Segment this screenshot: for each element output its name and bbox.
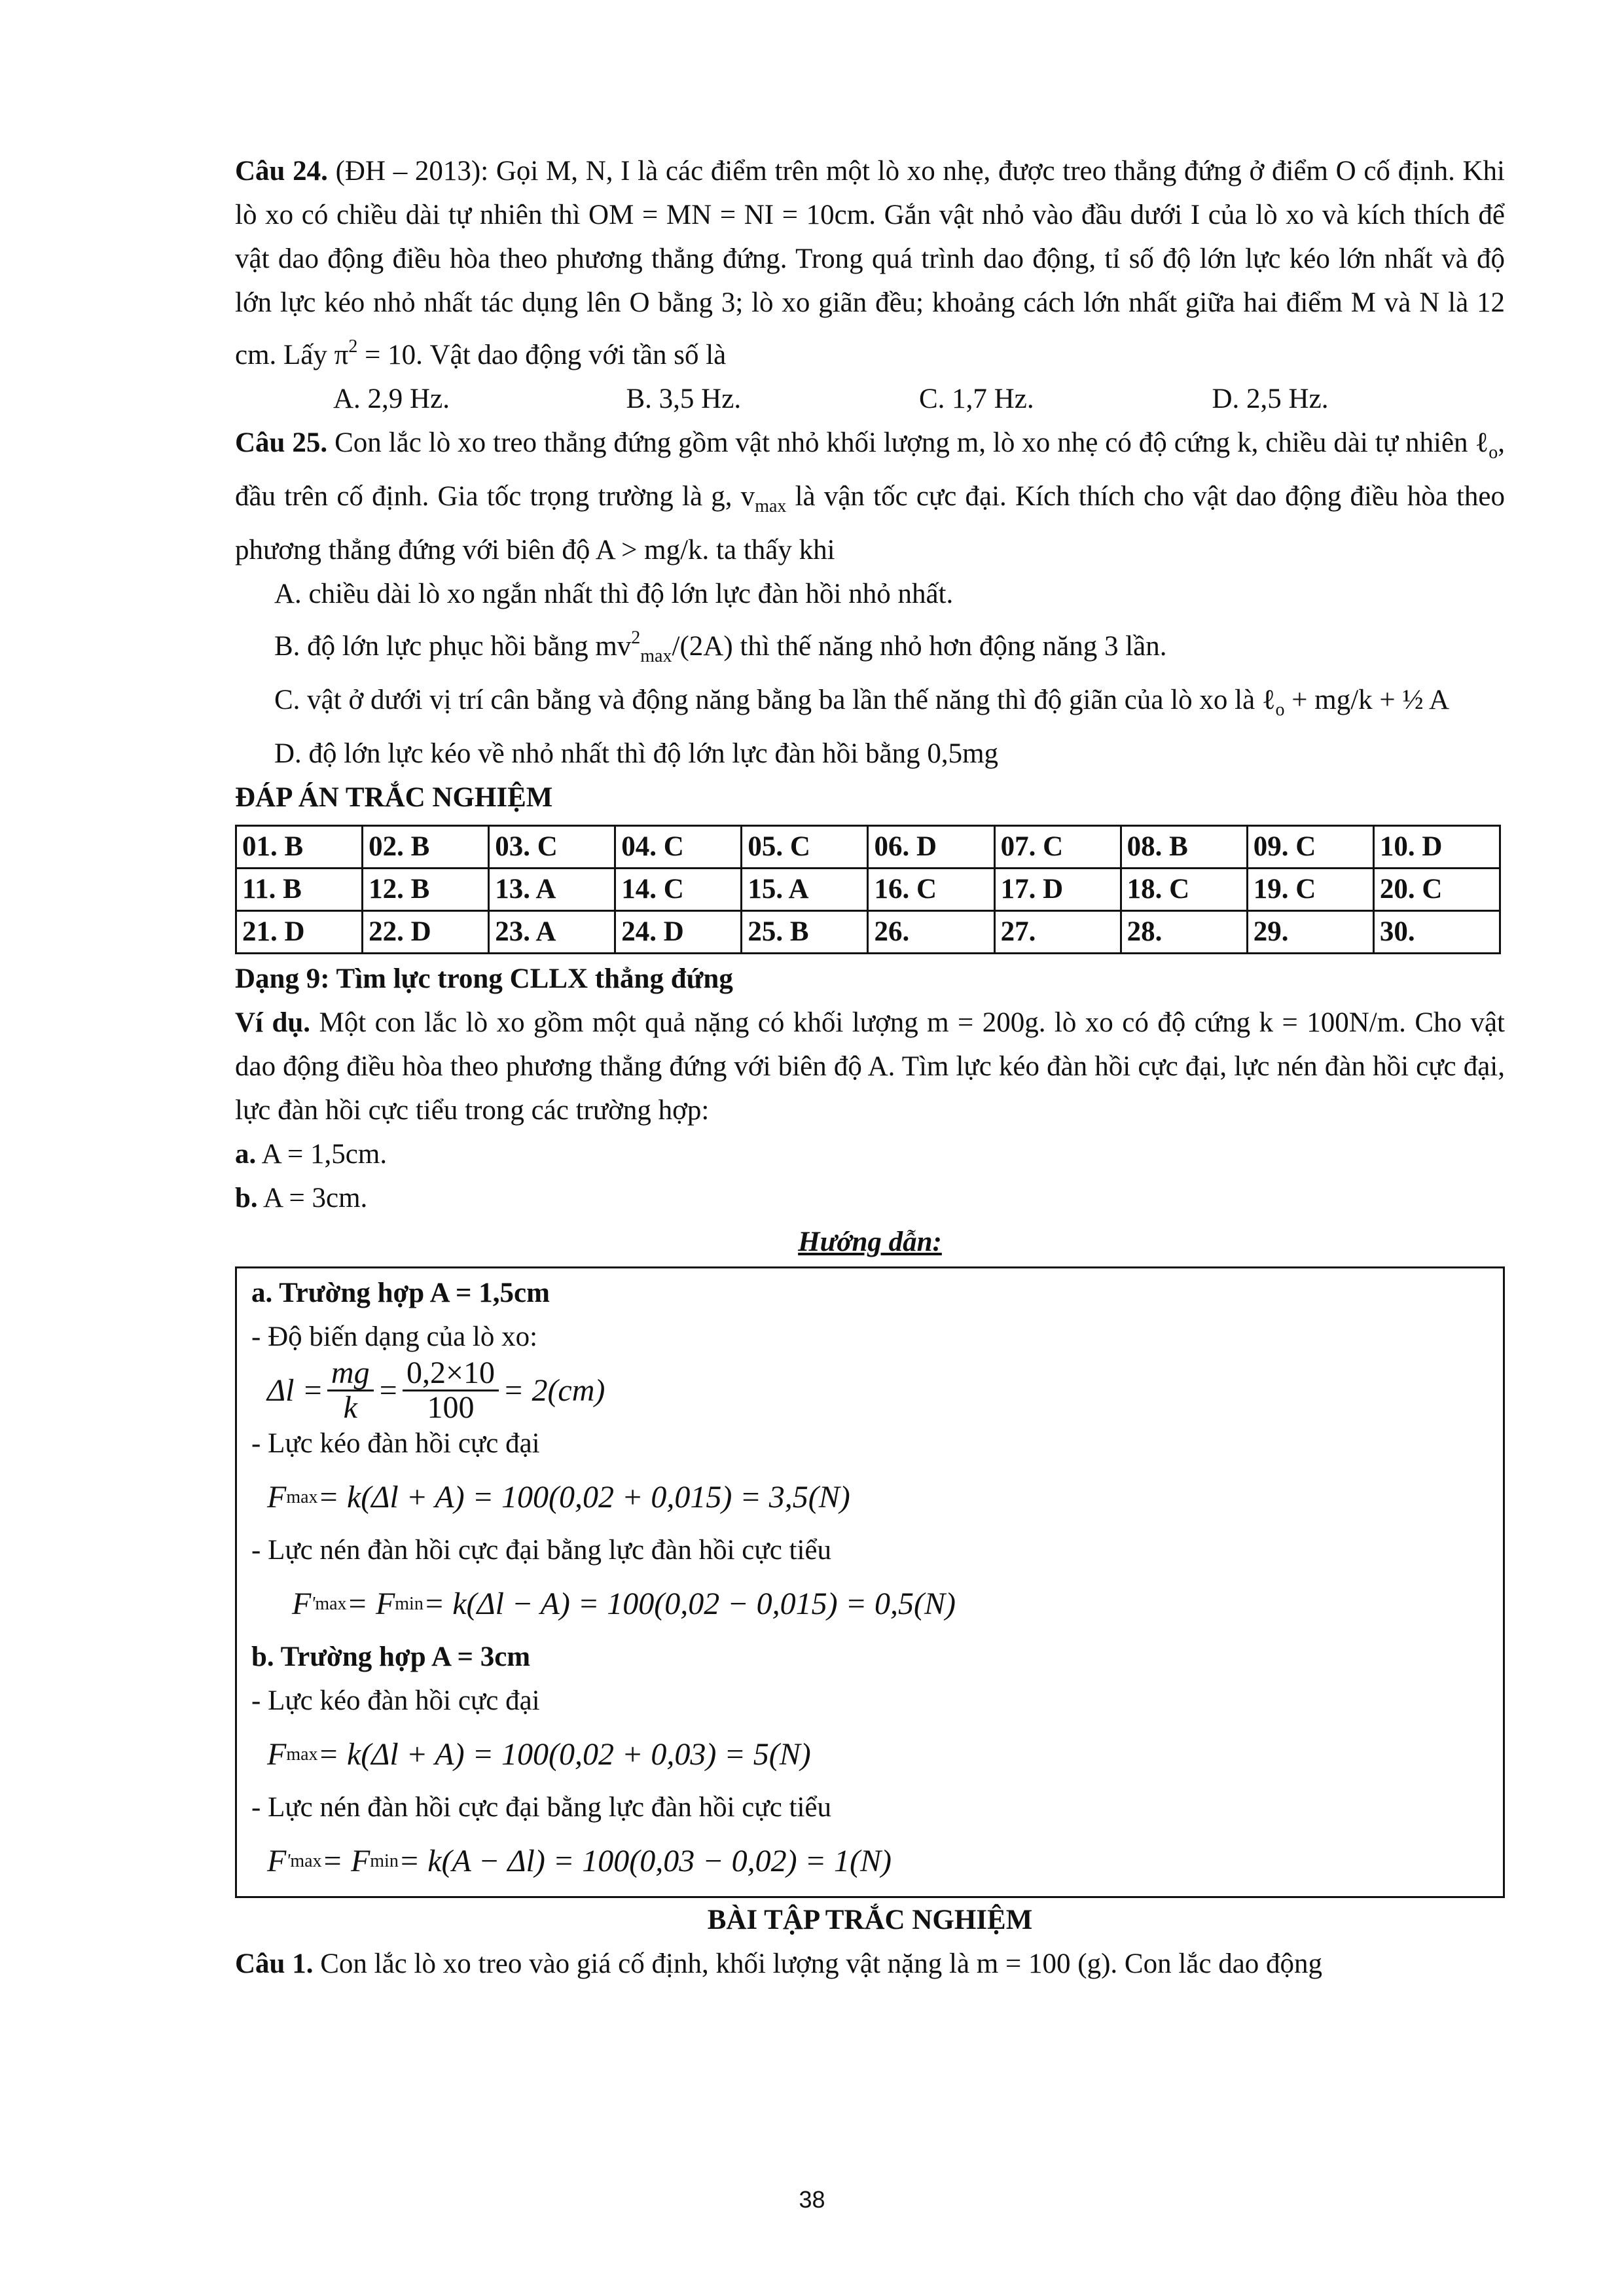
eq-part: F xyxy=(267,1736,287,1772)
solution-line: - Lực kéo đàn hồi cực đại xyxy=(251,1685,540,1716)
table-cell: 18. C xyxy=(1121,869,1247,911)
subscript: max xyxy=(286,1486,318,1507)
equation-fmin xyxy=(251,1572,1503,1635)
question-text: , đầu trên cố định. Gia tốc trọng trường là g, v xyxy=(235,427,1506,512)
option-d: D. độ lớn lực kéo về nhỏ nhất thì độ lớn lực đàn hồi bằng 0,5mg xyxy=(274,738,999,769)
exercises-title: BÀI TẬP TRẮC NGHIỆM xyxy=(707,1905,1033,1935)
table-cell: 09. C xyxy=(1247,826,1373,869)
denominator: 100 xyxy=(427,1390,475,1425)
subscript: o xyxy=(1489,442,1498,463)
table-cell: 16. C xyxy=(868,869,994,911)
example-label: Ví dụ. xyxy=(235,1007,311,1038)
subscript: max xyxy=(286,1744,318,1765)
table-cell: 04. C xyxy=(615,826,742,869)
equation-fmax-b xyxy=(251,1723,1503,1785)
option-text: + mg/k + ½ A xyxy=(1284,685,1450,715)
eq-part: = k(Δl + A) = 100(0,02 + 0,03) = 5(N) xyxy=(317,1736,811,1772)
table-row xyxy=(236,911,1500,954)
eq-part: Δl = xyxy=(267,1372,323,1408)
table-cell: 03. C xyxy=(489,826,615,869)
table-cell: 21. D xyxy=(236,911,363,954)
table-row xyxy=(236,869,1500,911)
table-cell: 22. D xyxy=(363,911,489,954)
subscript: o xyxy=(1275,700,1285,720)
answer-key-title: ĐÁP ÁN TRẮC NGHIỆM xyxy=(235,782,553,813)
exercise-question-1 xyxy=(235,1942,1505,1986)
question-label: Câu 24. xyxy=(235,156,328,187)
question-24 xyxy=(235,149,1505,377)
eq-part: = k(A − Δl) = 100(0,03 − 0,02) = 1(N) xyxy=(398,1843,892,1878)
table-cell: 14. C xyxy=(615,869,742,911)
solution-line: - Lực kéo đàn hồi cực đại xyxy=(251,1428,540,1459)
case-b xyxy=(235,1176,1505,1220)
answer-key-table xyxy=(235,825,1501,954)
eq-part: F xyxy=(267,1843,287,1878)
choice-c: C. 1,7 Hz. xyxy=(919,384,1034,414)
eq-part: F xyxy=(267,1479,287,1515)
question-text: (ĐH – 2013): Gọi M, N, I là các điểm trên một lò xo nhẹ, được treo thẳng đứng ở điểm O cố định. Khi lò xo có chiều dài tự nhiên thì OM = MN = NI = 10cm. Gắn vật nhỏ vào đầu dưới I của lò xo và kích thích để vật dao động điều hòa theo phương thẳng đứng. Trong quá trình dao động, tỉ số độ lớn lực kéo lớn nhất và độ lớn lực kéo nhỏ nhất tác dụng lên O bằng 3; lò xo giãn đều; khoảng cách lớn nhất giữa hai điểm M và N là 12 cm. Lấy π xyxy=(235,156,1505,370)
answer-choices xyxy=(235,377,1505,421)
eq-part: = F xyxy=(346,1586,395,1621)
case-b-title: b. Trường hợp A = 3cm xyxy=(251,1641,531,1672)
table-cell: 02. B xyxy=(363,826,489,869)
solution-line: - Độ biến dạng của lò xo: xyxy=(251,1321,538,1352)
table-row xyxy=(236,826,1500,869)
solution-line: - Lực nén đàn hồi cực đại bằng lực đàn hồi cực tiểu xyxy=(251,1792,832,1823)
table-cell: 25. B xyxy=(742,911,868,954)
case-text: A = 1,5cm. xyxy=(256,1139,388,1170)
table-cell: 30. xyxy=(1373,911,1500,954)
prime: ' xyxy=(311,1593,316,1614)
numerator: mg xyxy=(327,1357,374,1391)
choice-d: D. 2,5 Hz. xyxy=(1212,384,1329,414)
solution-line: - Lực nén đàn hồi cực đại bằng lực đàn hồi cực tiểu xyxy=(251,1535,832,1566)
table-cell: 17. D xyxy=(994,869,1121,911)
question-label: Câu 25. xyxy=(235,427,328,458)
subscript: min xyxy=(395,1593,424,1614)
subscript: max xyxy=(315,1593,347,1614)
superscript: 2 xyxy=(631,628,641,648)
table-cell: 26. xyxy=(868,911,994,954)
subscript: max xyxy=(755,496,787,516)
example xyxy=(235,1001,1505,1132)
table-cell: 13. A xyxy=(489,869,615,911)
table-cell: 05. C xyxy=(742,826,868,869)
case-a xyxy=(235,1132,1505,1176)
case-label: b. xyxy=(235,1183,258,1213)
table-cell: 07. C xyxy=(994,826,1121,869)
question-text: là vận tốc cực đại. Kích thích cho vật dao động điều hòa theo phương thẳng đứng với biên độ A > mg/k. ta thấy khi xyxy=(235,481,1506,565)
denominator: k xyxy=(343,1390,357,1425)
superscript: 2 xyxy=(348,336,358,357)
choice-a: A. 2,9 Hz. xyxy=(333,384,450,414)
eq-part: = F xyxy=(321,1843,370,1878)
example-text: Một con lắc lò xo gồm một quả nặng có khối lượng m = 200g. lò xo có độ cứng k = 100N/m. Cho vật dao động điều hòa theo phương thẳng đứng với biên độ A. Tìm lực kéo đàn hồi cực đại, lực nén đàn hồi cực đại, lực đàn hồi cực tiểu trong các trường hợp: xyxy=(235,1007,1505,1126)
table-cell: 10. D xyxy=(1373,826,1500,869)
table-cell: 11. B xyxy=(236,869,363,911)
guide-heading: Hướng dẫn: xyxy=(798,1227,942,1257)
equation-fmax xyxy=(251,1465,1503,1528)
numerator: 0,2×10 xyxy=(403,1357,499,1391)
table-cell: 15. A xyxy=(742,869,868,911)
table-cell: 20. C xyxy=(1373,869,1500,911)
solution-box xyxy=(235,1266,1505,1898)
eq-part: = xyxy=(377,1372,399,1408)
subscript: max xyxy=(640,646,672,666)
question-text-end: = 10. Vật dao động với tần số là xyxy=(357,340,727,370)
prime: ' xyxy=(286,1850,291,1871)
equation-deformation xyxy=(251,1355,1503,1425)
table-cell: 19. C xyxy=(1247,869,1373,911)
fraction xyxy=(327,1357,374,1424)
case-label: a. xyxy=(235,1139,257,1170)
subscript: max xyxy=(290,1850,322,1871)
option-text: /(2A) thì thế năng nhỏ hơn động năng 3 lần. xyxy=(672,631,1167,662)
table-cell: 29. xyxy=(1247,911,1373,954)
question-25 xyxy=(235,421,1505,572)
option-text: C. vật ở dưới vị trí cân bằng và động năng bằng ba lần thế năng thì độ giãn của lò xo là ℓ xyxy=(274,685,1276,715)
table-cell: 28. xyxy=(1121,911,1247,954)
table-cell: 23. A xyxy=(489,911,615,954)
option-text: B. độ lớn lực phục hồi bằng mv xyxy=(274,631,632,662)
subscript: min xyxy=(370,1850,399,1871)
table-cell: 12. B xyxy=(363,869,489,911)
fraction xyxy=(403,1357,499,1424)
eq-part: = k(Δl + A) = 100(0,02 + 0,015) = 3,5(N) xyxy=(317,1479,850,1515)
eq-part: F xyxy=(292,1586,312,1621)
eq-part: = 2(cm) xyxy=(503,1372,605,1408)
table-cell: 06. D xyxy=(868,826,994,869)
table-cell: 08. B xyxy=(1121,826,1247,869)
table-cell: 01. B xyxy=(236,826,363,869)
table-cell: 24. D xyxy=(615,911,742,954)
section-title: Dạng 9: Tìm lực trong CLLX thẳng đứng xyxy=(235,963,733,994)
choice-b: B. 3,5 Hz. xyxy=(626,384,742,414)
page-number: 38 xyxy=(799,2186,825,2213)
eq-part: = k(Δl − A) = 100(0,02 − 0,015) = 0,5(N) xyxy=(423,1586,956,1621)
case-text: A = 3cm. xyxy=(257,1183,368,1213)
question-text: Con lắc lò xo treo vào giá cố định, khối lượng vật nặng là m = 100 (g). Con lắc dao động xyxy=(313,1948,1323,1979)
option-b xyxy=(235,616,1505,678)
equation-fmin-b xyxy=(251,1829,1503,1892)
option-c xyxy=(235,678,1505,732)
question-label: Câu 1. xyxy=(235,1948,314,1979)
page-content xyxy=(235,149,1505,1986)
case-a-title: a. Trường hợp A = 1,5cm xyxy=(251,1278,550,1308)
question-text: Con lắc lò xo treo thẳng đứng gồm vật nhỏ khối lượng m, lò xo nhẹ có độ cứng k, chiều dài tự nhiên ℓ xyxy=(327,427,1489,458)
table-cell: 27. xyxy=(994,911,1121,954)
option-a: A. chiều dài lò xo ngắn nhất thì độ lớn lực đàn hồi nhỏ nhất. xyxy=(274,579,954,609)
